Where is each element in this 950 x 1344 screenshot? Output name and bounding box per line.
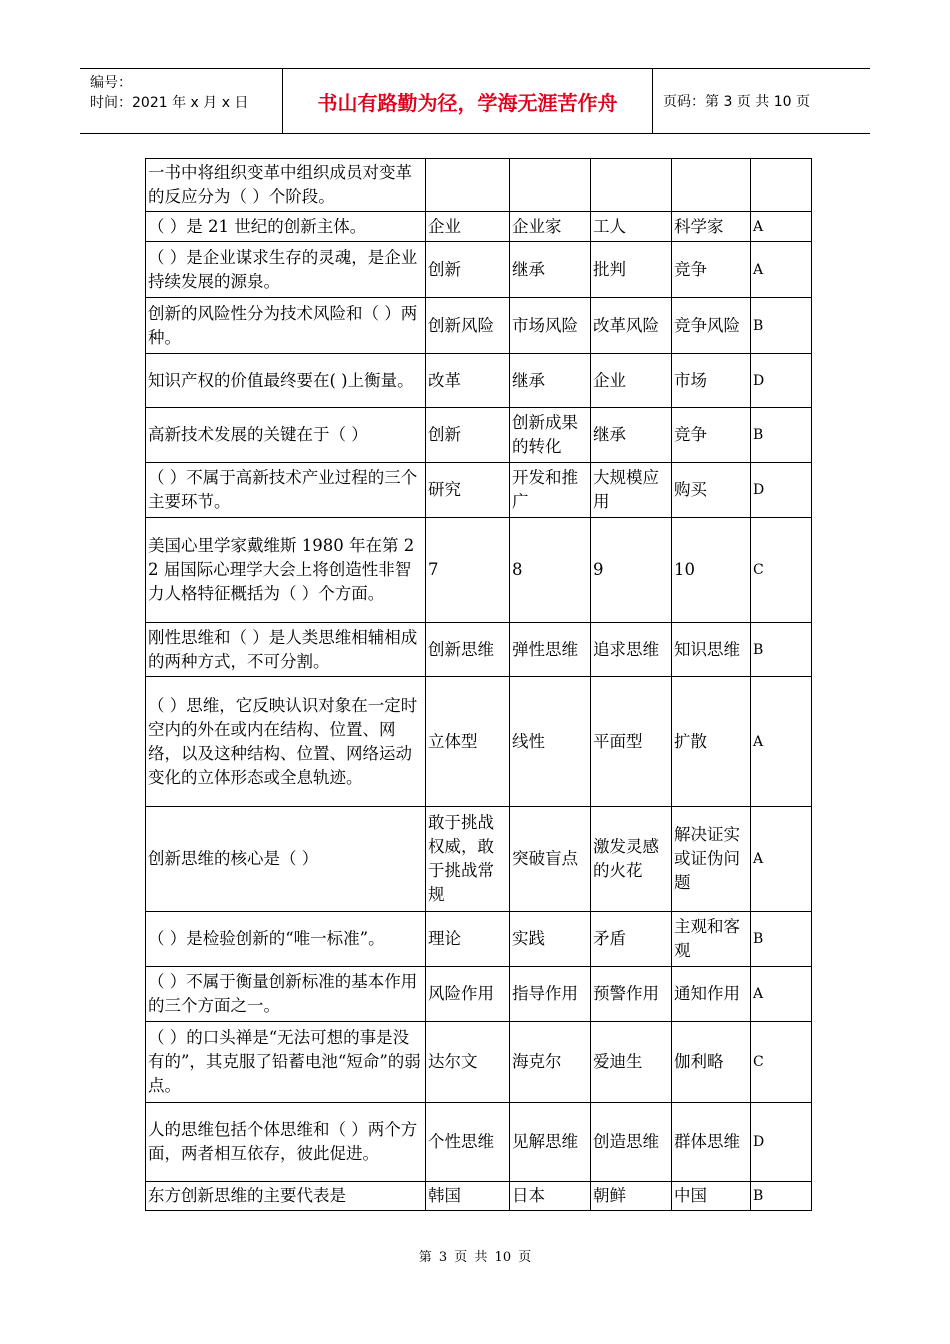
table-row	[146, 1022, 812, 1103]
question-text: 美国心里学家戴维斯 1980 年在第 22 届国际心理学大会上将创造性非智力人格特征概括为（ ）个方面。	[146, 518, 426, 623]
option-a: 创新	[426, 242, 510, 298]
option-c: 9	[591, 518, 672, 623]
table-row	[146, 623, 812, 677]
page-footer: 第 3 页 共 10 页	[418, 1250, 532, 1265]
option-b: 实践	[510, 912, 591, 967]
answer: C	[751, 1022, 812, 1103]
option-c: 朝鲜	[591, 1182, 672, 1211]
document-code-label: 编号：	[90, 75, 132, 91]
option-c: 预警作用	[591, 967, 672, 1022]
option-b: 企业家	[510, 212, 591, 242]
page-header	[80, 68, 870, 134]
table-row	[146, 677, 812, 807]
answer: A	[751, 242, 812, 298]
table-row	[146, 242, 812, 298]
question-text: 人的思维包括个体思维和（ ）两个方面，两者相互依存，彼此促进。	[146, 1103, 426, 1182]
answer: A	[751, 677, 812, 807]
option-d: 扩散	[672, 677, 751, 807]
question-text: （ ）是企业谋求生存的灵魂，是企业持续发展的源泉。	[146, 242, 426, 298]
option-b: 海克尔	[510, 1022, 591, 1103]
question-text: 一书中将组织变革中组织成员对变革的反应分为（ ）个阶段。	[146, 159, 426, 212]
answer: B	[751, 1182, 812, 1211]
question-text: （ ）是 21 世纪的创新主体。	[146, 212, 426, 242]
table-row	[146, 518, 812, 623]
table-row	[146, 463, 812, 518]
option-a: 韩国	[426, 1182, 510, 1211]
option-c: 矛盾	[591, 912, 672, 967]
table-row	[146, 1103, 812, 1182]
option-b: 突破盲点	[510, 807, 591, 912]
option-a: 立体型	[426, 677, 510, 807]
question-text: （ ）不属于衡量创新标准的基本作用的三个方面之一。	[146, 967, 426, 1022]
table-row	[146, 159, 812, 212]
answer: D	[751, 1103, 812, 1182]
option-c: 创造思维	[591, 1103, 672, 1182]
option-c: 追求思维	[591, 623, 672, 677]
option-d: 解决证实或证伪问题	[672, 807, 751, 912]
option-d: 主观和客观	[672, 912, 751, 967]
header-meta	[80, 69, 283, 133]
option-c: 改革风险	[591, 298, 672, 354]
option-d	[672, 159, 751, 212]
question-text: 创新的风险性分为技术风险和（ ）两种。	[146, 298, 426, 354]
option-b: 创新成果的转化	[510, 408, 591, 463]
option-a: 理论	[426, 912, 510, 967]
table-row	[146, 354, 812, 408]
question-table	[145, 158, 812, 1211]
option-c	[591, 159, 672, 212]
header-motto: 书山有路勤为径，学海无涯苦作舟	[283, 69, 653, 133]
answer: A	[751, 807, 812, 912]
option-a: 个性思维	[426, 1103, 510, 1182]
option-a: 创新风险	[426, 298, 510, 354]
table-row	[146, 967, 812, 1022]
document-time-label: 时间：2021 年 x 月 x 日	[90, 95, 249, 111]
table-row	[146, 912, 812, 967]
table-row	[146, 408, 812, 463]
option-d: 竞争	[672, 242, 751, 298]
question-text: 知识产权的价值最终要在( )上衡量。	[146, 354, 426, 408]
table-row	[146, 298, 812, 354]
table-row	[146, 212, 812, 242]
option-b: 指导作用	[510, 967, 591, 1022]
answer: A	[751, 967, 812, 1022]
option-c: 企业	[591, 354, 672, 408]
header-page-info: 页码：第 3 页 共 10 页	[663, 94, 810, 110]
option-b: 开发和推广	[510, 463, 591, 518]
option-d: 竞争风险	[672, 298, 751, 354]
option-c: 爱迪生	[591, 1022, 672, 1103]
option-d: 知识思维	[672, 623, 751, 677]
option-d: 中国	[672, 1182, 751, 1211]
question-text: （ ）不属于高新技术产业过程的三个主要环节。	[146, 463, 426, 518]
question-text: （ ）的口头禅是“无法可想的事是没有的”，其克服了铅蓄电池“短命”的弱点。	[146, 1022, 426, 1103]
option-c: 继承	[591, 408, 672, 463]
question-text: （ ）思维，它反映认识对象在一定时空内的外在或内在结构、位置、网络，以及这种结构、位置、网络运动变化的立体形态或全息轨迹。	[146, 677, 426, 807]
option-a: 风险作用	[426, 967, 510, 1022]
answer: B	[751, 912, 812, 967]
option-c: 批判	[591, 242, 672, 298]
answer: B	[751, 298, 812, 354]
option-c: 工人	[591, 212, 672, 242]
option-a: 7	[426, 518, 510, 623]
option-c: 平面型	[591, 677, 672, 807]
option-a: 改革	[426, 354, 510, 408]
question-text: 刚性思维和（ ）是人类思维相辅相成的两种方式，不可分割。	[146, 623, 426, 677]
option-a: 达尔文	[426, 1022, 510, 1103]
option-b: 见解思维	[510, 1103, 591, 1182]
option-a: 研究	[426, 463, 510, 518]
answer: B	[751, 408, 812, 463]
option-d: 群体思维	[672, 1103, 751, 1182]
answer: A	[751, 212, 812, 242]
option-c: 大规模应用	[591, 463, 672, 518]
option-a	[426, 159, 510, 212]
option-c: 激发灵感的火花	[591, 807, 672, 912]
option-a: 企业	[426, 212, 510, 242]
option-d: 市场	[672, 354, 751, 408]
answer	[751, 159, 812, 212]
question-text: （ ）是检验创新的“唯一标准”。	[146, 912, 426, 967]
question-text: 东方创新思维的主要代表是	[146, 1182, 426, 1211]
option-d: 购买	[672, 463, 751, 518]
option-b: 市场风险	[510, 298, 591, 354]
option-b: 弹性思维	[510, 623, 591, 677]
answer: D	[751, 354, 812, 408]
option-a: 创新	[426, 408, 510, 463]
option-a: 敢于挑战权威，敢于挑战常规	[426, 807, 510, 912]
option-b: 线性	[510, 677, 591, 807]
table-row	[146, 1182, 812, 1211]
option-b	[510, 159, 591, 212]
option-d: 伽利略	[672, 1022, 751, 1103]
option-d: 科学家	[672, 212, 751, 242]
answer: D	[751, 463, 812, 518]
option-d: 通知作用	[672, 967, 751, 1022]
question-text: 创新思维的核心是（ ）	[146, 807, 426, 912]
option-b: 继承	[510, 354, 591, 408]
option-b: 8	[510, 518, 591, 623]
answer: C	[751, 518, 812, 623]
option-d: 10	[672, 518, 751, 623]
answer: B	[751, 623, 812, 677]
option-b: 继承	[510, 242, 591, 298]
table-row	[146, 807, 812, 912]
option-d: 竞争	[672, 408, 751, 463]
option-a: 创新思维	[426, 623, 510, 677]
question-text: 高新技术发展的关键在于（ ）	[146, 408, 426, 463]
option-b: 日本	[510, 1182, 591, 1211]
